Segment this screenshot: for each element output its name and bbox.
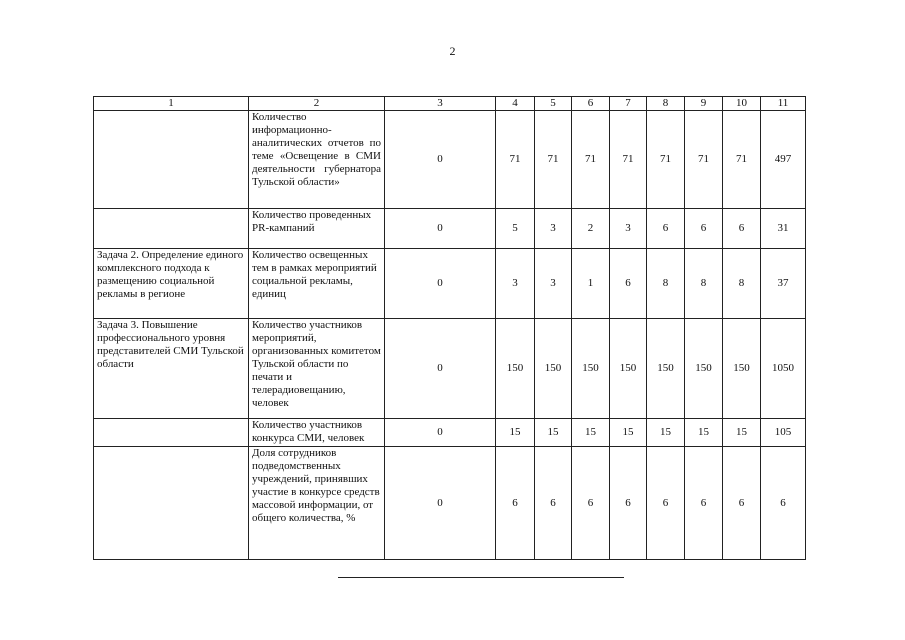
value-cell: 150 <box>647 319 685 419</box>
column-header: 7 <box>610 97 647 111</box>
indicator-cell: Количество информационно-аналитических отчетов по теме «Освещение в СМИ деятельности губернатора Тульской области» <box>249 111 385 209</box>
value-cell: 6 <box>610 249 647 319</box>
value-cell: 8 <box>723 249 761 319</box>
value-cell: 15 <box>685 419 723 447</box>
indicator-cell: Количество проведенных PR-кампаний <box>249 209 385 249</box>
value-cell: 6 <box>685 447 723 560</box>
task-cell: Задача 2. Определение единого комплексного подхода к размещению социальной рекламы в регионе <box>94 249 249 319</box>
value-cell: 3 <box>535 249 572 319</box>
value-cell: 6 <box>723 209 761 249</box>
value-cell: 31 <box>761 209 806 249</box>
value-cell: 1 <box>572 249 610 319</box>
value-cell: 2 <box>572 209 610 249</box>
value-cell: 6 <box>723 447 761 560</box>
task-cell <box>94 209 249 249</box>
value-cell: 71 <box>572 111 610 209</box>
value-cell: 497 <box>761 111 806 209</box>
value-cell: 6 <box>647 447 685 560</box>
indicator-cell: Количество освещенных тем в рамках мероприятий социальной рекламы, единиц <box>249 249 385 319</box>
value-cell: 0 <box>385 319 496 419</box>
column-header: 5 <box>535 97 572 111</box>
value-cell: 71 <box>685 111 723 209</box>
value-cell: 150 <box>572 319 610 419</box>
column-header: 9 <box>685 97 723 111</box>
table-row <box>94 111 806 209</box>
column-header: 11 <box>761 97 806 111</box>
value-cell: 6 <box>610 447 647 560</box>
value-cell: 150 <box>723 319 761 419</box>
value-cell: 15 <box>572 419 610 447</box>
column-header: 6 <box>572 97 610 111</box>
value-cell: 15 <box>723 419 761 447</box>
column-header: 4 <box>496 97 535 111</box>
value-cell: 15 <box>610 419 647 447</box>
value-cell: 8 <box>647 249 685 319</box>
indicator-cell: Количество участников мероприятий, организованных комитетом Тульской области по печати и телерадиовещанию, человек <box>249 319 385 419</box>
value-cell: 8 <box>685 249 723 319</box>
value-cell: 3 <box>496 249 535 319</box>
value-cell: 150 <box>685 319 723 419</box>
column-header: 2 <box>249 97 385 111</box>
task-cell <box>94 111 249 209</box>
indicator-cell: Количество участников конкурса СМИ, человек <box>249 419 385 447</box>
header-row <box>94 97 806 111</box>
column-header: 3 <box>385 97 496 111</box>
column-header: 1 <box>94 97 249 111</box>
indicators-table <box>93 96 806 560</box>
value-cell: 6 <box>761 447 806 560</box>
value-cell: 0 <box>385 209 496 249</box>
value-cell: 0 <box>385 249 496 319</box>
value-cell: 3 <box>535 209 572 249</box>
value-cell: 71 <box>647 111 685 209</box>
task-cell <box>94 447 249 560</box>
value-cell: 71 <box>535 111 572 209</box>
table-row <box>94 319 806 419</box>
footer-divider <box>338 577 624 578</box>
value-cell: 0 <box>385 419 496 447</box>
column-header: 10 <box>723 97 761 111</box>
indicator-cell: Доля сотрудников подведомственных учреждений, принявших участие в конкурсе средств массовой информации, от общего количества, % <box>249 447 385 560</box>
value-cell: 6 <box>535 447 572 560</box>
value-cell: 71 <box>610 111 647 209</box>
value-cell: 150 <box>535 319 572 419</box>
value-cell: 6 <box>572 447 610 560</box>
task-cell: Задача 3. Повышение профессионального уровня представителей СМИ Тульской области <box>94 319 249 419</box>
value-cell: 150 <box>610 319 647 419</box>
table-row <box>94 447 806 560</box>
page-number: 2 <box>449 44 456 58</box>
value-cell: 105 <box>761 419 806 447</box>
table-row <box>94 249 806 319</box>
value-cell: 6 <box>647 209 685 249</box>
column-header: 8 <box>647 97 685 111</box>
value-cell: 15 <box>496 419 535 447</box>
value-cell: 150 <box>496 319 535 419</box>
value-cell: 3 <box>610 209 647 249</box>
value-cell: 15 <box>647 419 685 447</box>
value-cell: 15 <box>535 419 572 447</box>
value-cell: 71 <box>723 111 761 209</box>
value-cell: 37 <box>761 249 806 319</box>
value-cell: 71 <box>496 111 535 209</box>
task-cell <box>94 419 249 447</box>
table-row <box>94 209 806 249</box>
value-cell: 5 <box>496 209 535 249</box>
value-cell: 6 <box>496 447 535 560</box>
value-cell: 6 <box>685 209 723 249</box>
table-row <box>94 419 806 447</box>
value-cell: 1050 <box>761 319 806 419</box>
value-cell: 0 <box>385 447 496 560</box>
value-cell: 0 <box>385 111 496 209</box>
